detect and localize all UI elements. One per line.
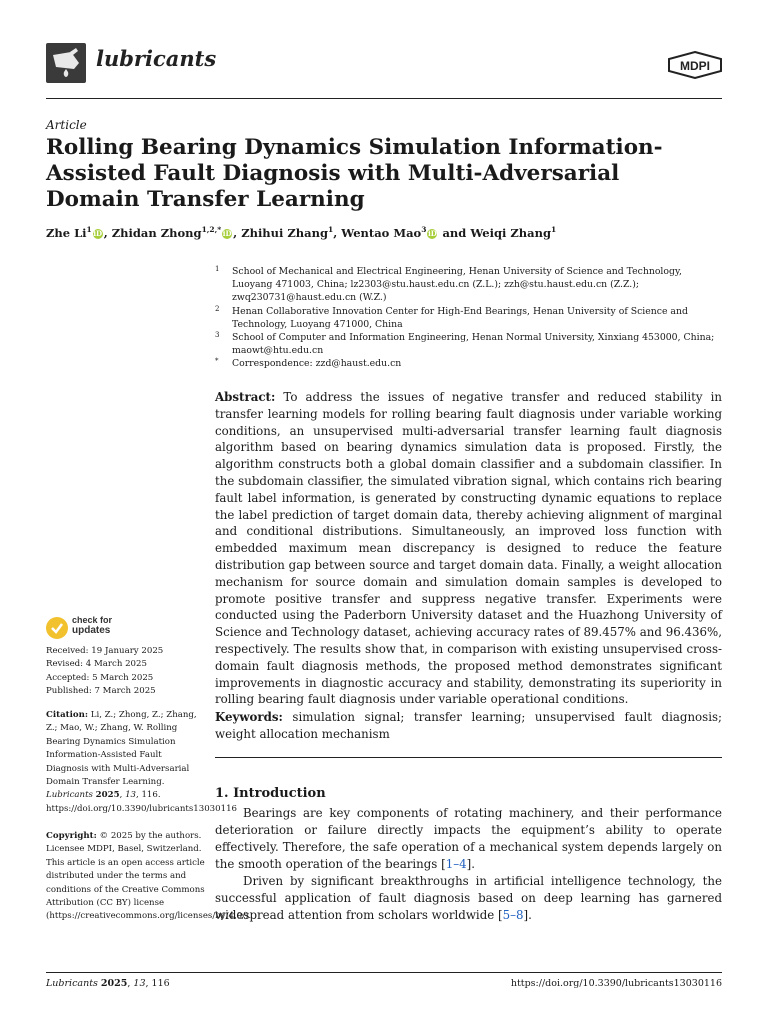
orcid-icon[interactable]: iD [93, 228, 103, 238]
citation-block: Citation: Li, Z.; Zhong, Z.; Zhang, Z.; Mao, W.; Zhang, W. Rolling Bearing Dynamics Simulation Information-Assisted Fault Diagnosis with Multi-Adversarial Domain Transfer Learning. Lubricants 2025, 13, 116. https://doi.org/10.3390/lubricants13030116 [46, 710, 238, 814]
author-affiliation-sup: 1 [551, 225, 557, 234]
article-type: Article [46, 118, 87, 132]
mdpi-logo [666, 51, 724, 79]
section-heading: 1. Introduction [215, 786, 326, 801]
reference-link[interactable]: 5–8 [502, 908, 524, 922]
footer-article: , 116 [145, 978, 170, 989]
author-list [46, 225, 726, 240]
affiliation-number: 1 [215, 265, 220, 273]
copyright-label: Copyright: [46, 831, 97, 841]
author-separator: , [103, 225, 112, 240]
check-updates-icon [46, 617, 68, 639]
author-affiliation-sup: 1,2,* [201, 225, 222, 234]
affiliations [215, 265, 725, 371]
citation-volume: 13 [125, 790, 136, 801]
abstract [215, 389, 722, 708]
citation-year: 2025 [95, 790, 120, 801]
oil-can-icon [46, 43, 86, 83]
affiliation-number: 2 [215, 304, 220, 313]
journal-name: lubricants [96, 46, 217, 71]
intro-paragraph-2 [215, 873, 722, 924]
paragraph-text-end: ]. [466, 857, 475, 871]
article-title: Rolling Bearing Dynamics Simulation Information-Assisted Fault Diagnosis with Multi-Adversarial Domain Transfer Learning [46, 135, 663, 212]
check-updates-line1: check for [72, 615, 113, 625]
author-name: Zhihui Zhang [241, 225, 329, 240]
author-name: Wentao Mao [341, 225, 422, 240]
date-revised: Revised: 4 March 2025 [46, 659, 147, 670]
affiliation-number: * [215, 357, 219, 366]
check-updates-line2: updates [72, 625, 111, 636]
date-accepted: Accepted: 5 March 2025 [46, 672, 154, 683]
keywords [215, 709, 722, 743]
citation-journal: Lubricants [46, 790, 93, 801]
footer-citation: Lubricants 2025, 13, 116 [46, 978, 170, 989]
keywords-text: simulation signal; transfer learning; unsupervised fault diagnosis; weight allocation mechanism [215, 710, 722, 741]
affiliation-number: 3 [215, 331, 220, 340]
author-name: Weiqi Zhang [470, 225, 551, 240]
header-divider [46, 98, 722, 99]
affiliation-item [215, 305, 725, 331]
check-for-updates-badge[interactable] [46, 615, 146, 645]
journal-logo [46, 43, 86, 83]
reference-link[interactable]: 1–4 [445, 857, 467, 871]
date-published: Published: 7 March 2025 [46, 685, 156, 696]
affiliation-text: School of Computer and Information Engineering, Henan Normal University, Xinxiang 453000, China; maowt@htu.edu.cn [232, 332, 715, 357]
author-separator: and [438, 225, 471, 240]
author-affiliation-sup: 1 [86, 225, 92, 234]
author-affiliation-sup: 3 [421, 225, 427, 234]
author-name: Zhidan Zhong [111, 225, 202, 240]
author-affiliation-sup: 1 [328, 225, 334, 234]
affiliation-item [215, 265, 725, 305]
footer-journal: Lubricants [46, 978, 98, 989]
abstract-text: To address the issues of negative transfer and reduced stability in transfer learning models for rolling bearing fault diagnosis under variable working conditions, an unsupervised multi-adversarial transfer learning fault diagnosis algorithm based on bearing dynamics simulation data is proposed. Firstly, the algorithm constructs both a global domain classifier and a subdomain classifier. In the subdomain classifier, the simulated vibration signal, which contains rich bearing fault label information, is generated by constructing dynamic equations to replace the label prediction of target domain data, thereby achieving alignment of marginal and conditional distributions. Simultaneously, an improved loss function with embedded maximum mean discrepancy is designed to reduce the feature distribution gap between source and target domain data. Finally, a weight allocation mechanism for source domain and simulation domain samples is developed to promote positive transfer and suppress negative transfer. Experiments were conducted using the Paderborn University dataset and the Huazhong University of Science and Technology dataset, achieving accuracy rates of 89.457% and 96.436%, respectively. The results show that, in comparison with existing unsupervised cross-domain fault diagnosis methods, the proposed method demonstrates significant improvements in diagnostic accuracy and stability, demonstrating its superiority in rolling bearing fault diagnosis under variable operational conditions. [215, 390, 722, 707]
footer-doi-link[interactable]: https://doi.org/10.3390/lubricants13030116 [510, 978, 722, 989]
affiliation-text: Correspondence: zzd@haust.edu.cn [232, 358, 402, 370]
citation-label: Citation: [46, 710, 89, 720]
author-separator: , [333, 225, 342, 240]
copyright-text: © 2025 by the authors. Licensee MDPI, Basel, Switzerland. This article is an open access article distributed under the terms and conditions of the Creative Commons Attribution (CC BY) license (https://creativecommons.org/licenses/by/4.0/). [46, 831, 252, 922]
affiliation-text: School of Mechanical and Electrical Engineering, Henan University of Science and Technology, Luoyang 471003, China; lz2303@stu.haust.edu.cn (Z.L.); zzh@stu.haust.edu.cn (Z.Z.); zwq230731@haust.edu.cn (W.Z.) [232, 266, 682, 304]
orcid-icon[interactable]: iD [428, 228, 437, 238]
footer-volume: 13 [133, 978, 146, 989]
section-divider [215, 757, 722, 758]
footer-year: 2025 [100, 978, 128, 989]
orcid-icon[interactable]: iD [222, 228, 232, 238]
publication-dates [46, 645, 206, 698]
copyright-block [46, 830, 252, 924]
affiliation-item [215, 331, 725, 357]
citation-text: Li, Z.; Zhong, Z.; Zhang, Z.; Mao, W.; Zhang, W. Rolling Bearing Dynamics Simulation Information-Assisted Fault Diagnosis with Multi-Adversarial Domain Transfer Learning. [46, 710, 197, 788]
affiliation-item [215, 357, 725, 370]
author-separator: , [233, 225, 242, 240]
paragraph-text: Driven by significant breakthroughs in artificial intelligence technology, the successful application of fault diagnosis based on deep learning has garnered widespread attention from scholars worldwide [ [215, 874, 722, 922]
citation-pages-doi: , 116. https://doi.org/10.3390/lubricants13030116 [46, 790, 238, 814]
paragraph-text-end: ]. [523, 908, 532, 922]
abstract-label: Abstract: [215, 390, 276, 404]
intro-paragraph-1 [215, 805, 722, 873]
footer-divider [46, 972, 722, 973]
author-name: Zhe Li [46, 225, 87, 240]
affiliation-text: Henan Collaborative Innovation Center for High-End Bearings, Henan University of Science and Technology, Luoyang 471000, China [232, 305, 688, 330]
paragraph-text: Bearings are key components of rotating machinery, and their performance deterioration or failure directly impacts the equipment’s ability to operate effectively. Therefore, the safe operation of a mechanical system depends largely on the smooth operation of the bearings [ [215, 806, 722, 871]
mdpi-logo-text: MDPI [680, 59, 710, 73]
date-received: Received: 19 January 2025 [46, 646, 164, 656]
keywords-label: Keywords: [215, 710, 283, 724]
